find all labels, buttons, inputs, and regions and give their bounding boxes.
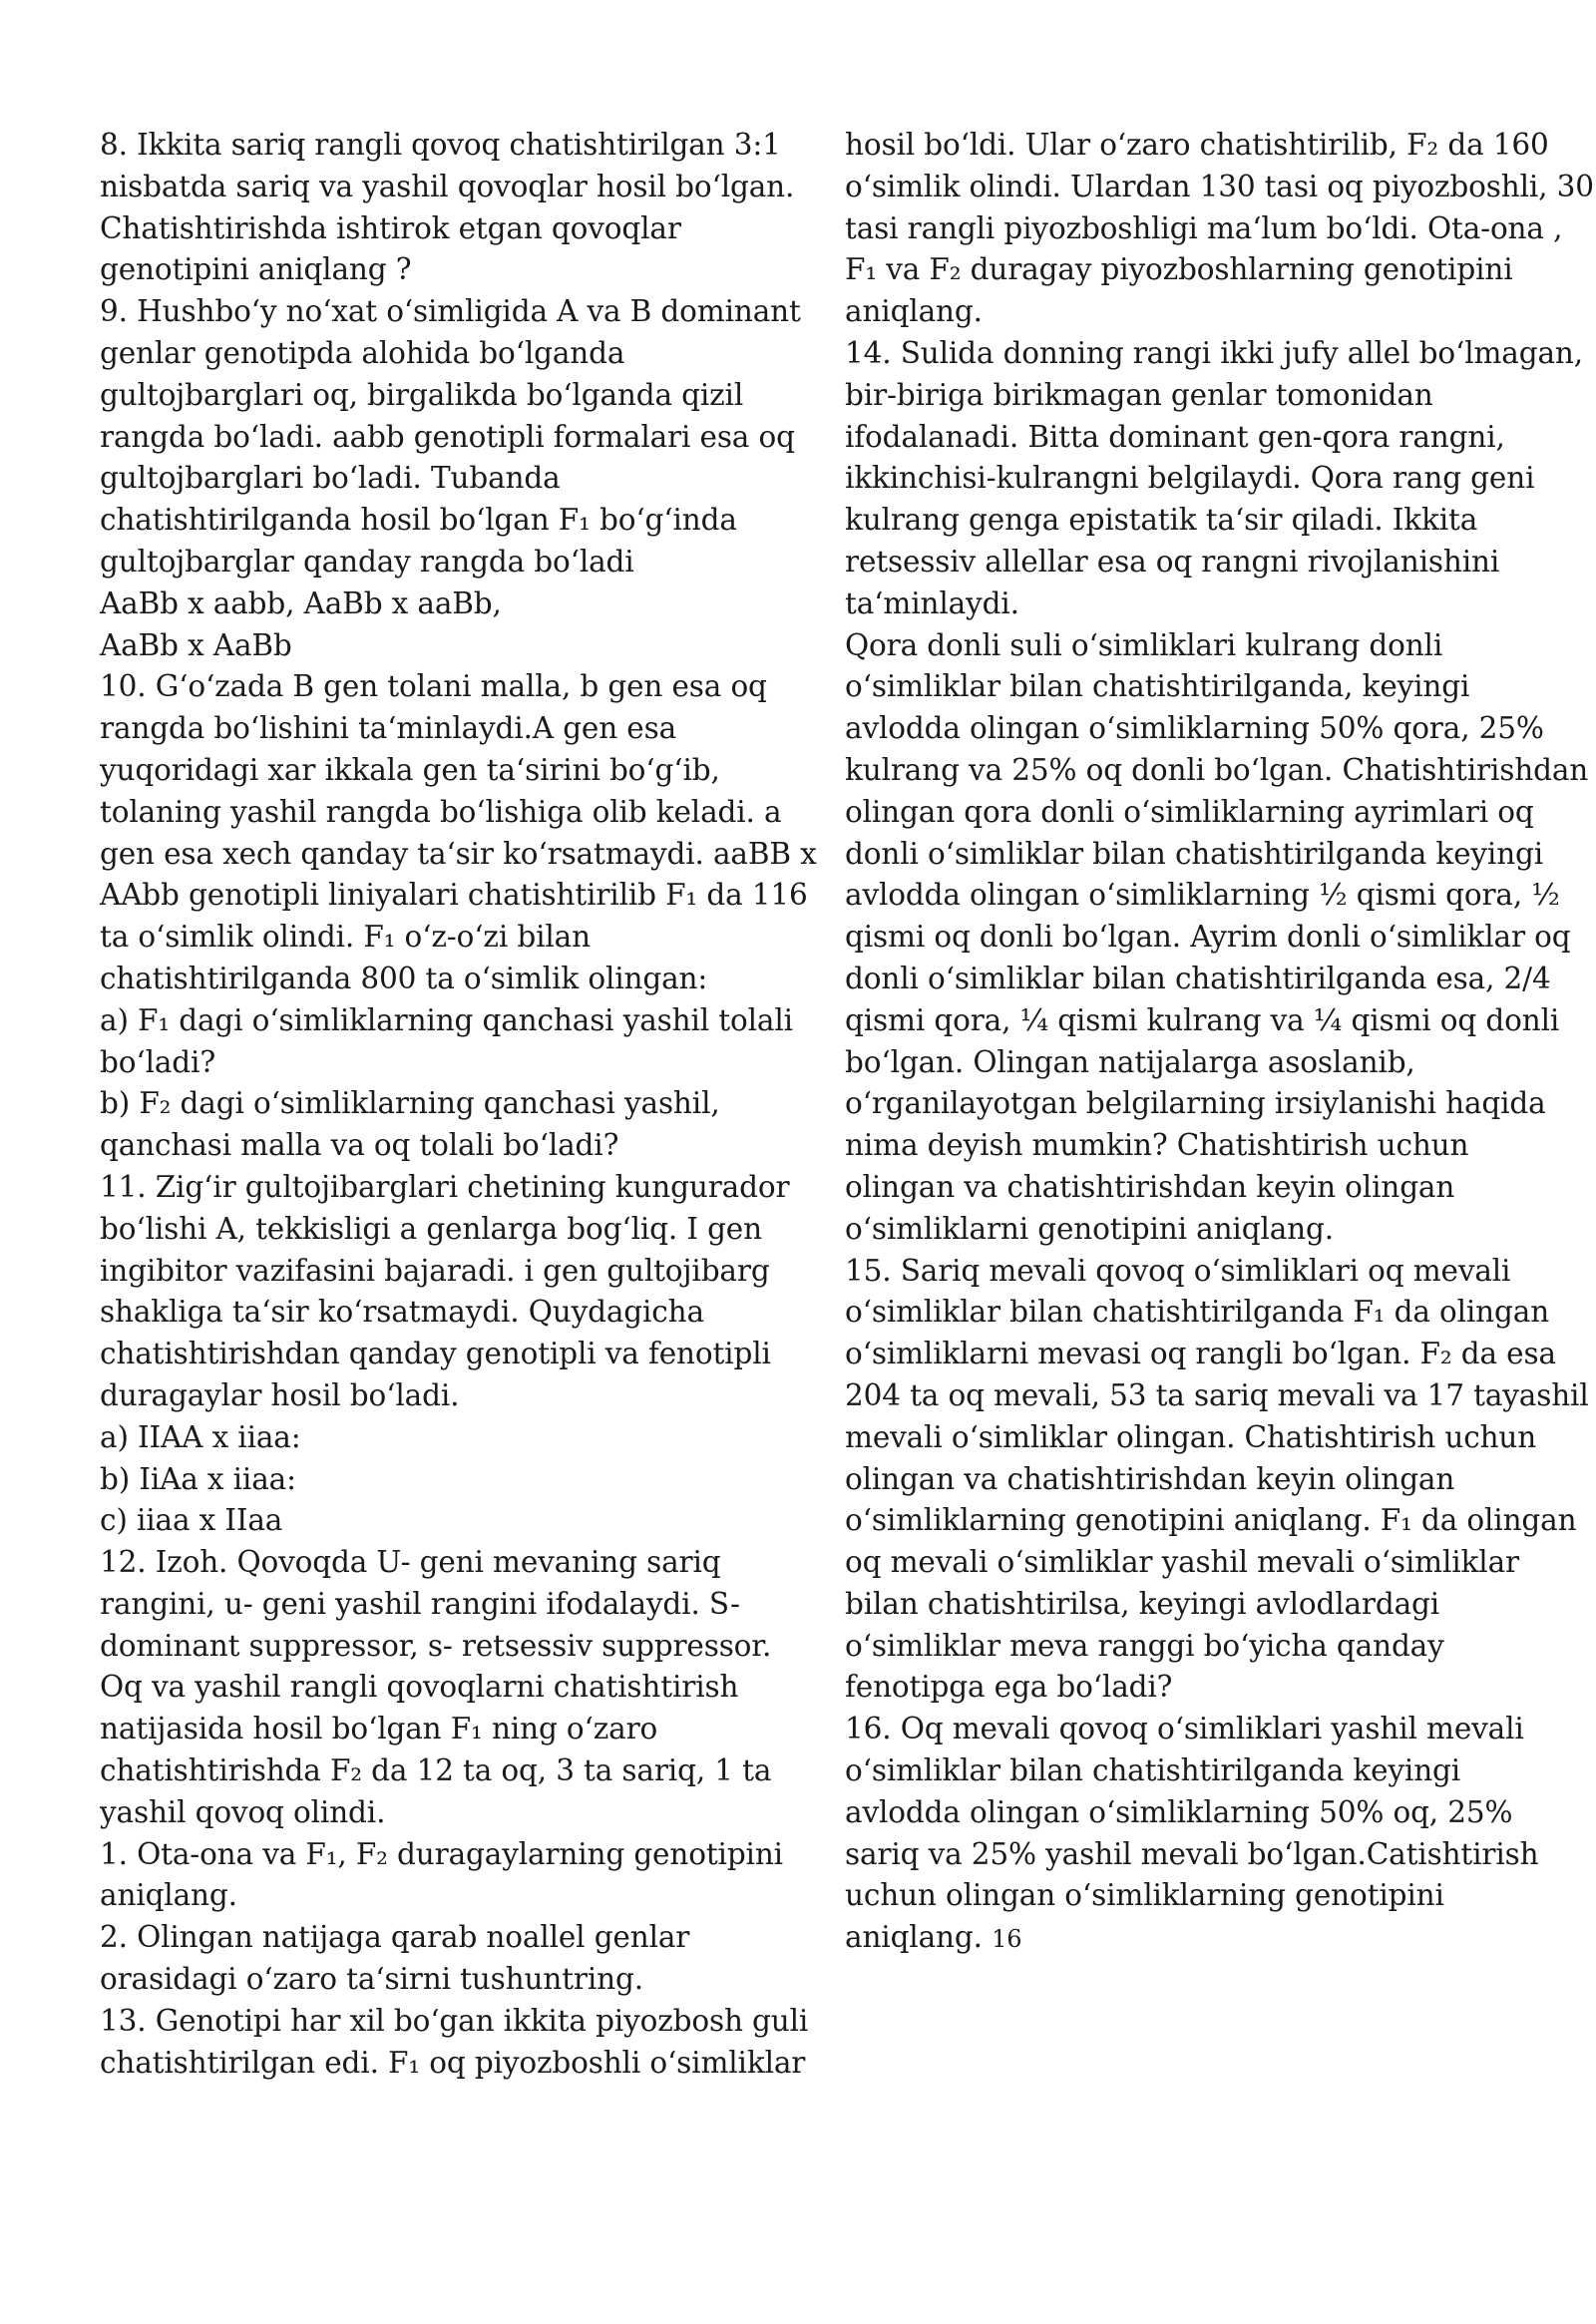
text-line: ta‘minlaydi. [845, 585, 1019, 620]
text-line: o‘simliklarni mevasi oq rangli bo‘lgan. F₂ da esa [845, 1337, 1556, 1371]
text-line: donli o‘simliklar bilan chatishtirilganda keyingi [845, 836, 1544, 871]
text-line: tasi rangli piyozboshligi ma‘lum bo‘ldi. Ota-ona , [845, 210, 1563, 245]
text-line: avlodda olingan o‘simliklarning 50% oq, 25% [845, 1794, 1513, 1829]
text-line: 204 ta oq mevali, 53 ta sariq mevali va 17 tayashil [845, 1377, 1589, 1412]
text-line: qanchasi malla va oq tolali bo‘ladi? [100, 1128, 619, 1163]
text-line: fenotipga ega bo‘ladi? [845, 1670, 1173, 1705]
text-line: retsessiv allellar esa oq rangni rivojlanishini [845, 544, 1500, 579]
text-line: genlar genotipda alohida bo‘lganda [100, 335, 625, 370]
text-line: chatishtirishda F₂ da 12 ta oq, 3 ta sariq, 1 ta [100, 1753, 772, 1788]
page-number: 16 [992, 1925, 1022, 1954]
text-line: 2. Olingan natijaga qarab noallel genlar [100, 1920, 690, 1955]
text-line: qismi oq donli bo‘lgan. Ayrim donli o‘simliklar oq [845, 920, 1571, 955]
text-line: chatishtirilganda 800 ta o‘simlik olingan: [100, 961, 708, 995]
text-line: 10. G‘o‘zada B gen tolani malla, b gen esa oq [100, 669, 767, 704]
text-line: yashil qovoq olindi. [100, 1794, 386, 1829]
text-line: 9. Hushbo‘y no‘xat o‘simligida A va B dominant [100, 294, 801, 329]
text-line: chatishtirilgan edi. F₁ oq piyozboshli o‘simliklar [100, 2045, 806, 2080]
text-line: gultojbarglari oq, birgalikda bo‘lganda qizil [100, 377, 744, 412]
text-line: o‘simlik olindi. Ulardan 130 tasi oq piyozboshli, 30 [845, 169, 1594, 203]
text-line: yuqoridagi xar ikkala gen ta‘sirini bo‘g‘ib, [100, 752, 720, 787]
text-line: gen esa xech qanday ta‘sir ko‘rsatmaydi. aaBB x [100, 836, 817, 871]
text-line: aniqlang. [845, 294, 983, 329]
text-line: o‘simliklarni genotipini aniqlang. [845, 1211, 1334, 1246]
text-line: o‘simliklarning genotipini aniqlang. F₁ da olingan [845, 1503, 1577, 1538]
text-line: b) F₂ dagi o‘simliklarning qanchasi yashil, [100, 1086, 720, 1121]
text-line: rangda bo‘ladi. aabb genotipli formalari esa oq [100, 419, 795, 454]
right-text-column [845, 125, 1594, 1961]
text-line: o‘rganilayotgan belgilarning irsiylanishi haqida [845, 1086, 1546, 1121]
text-line: orasidagi o‘zaro ta‘sirni tushuntring. [100, 1962, 643, 1997]
text-line: o‘simliklar bilan chatishtirilganda F₁ da olingan [845, 1295, 1550, 1330]
text-line: 15. Sariq mevali qovoq o‘simliklari oq mevali [845, 1253, 1511, 1288]
text-line: kulrang genga epistatik ta‘sir qiladi. Ikkita [845, 503, 1478, 538]
text-line: b) IiAa x iiaa: [100, 1461, 296, 1496]
text-line: sariq va 25% yashil mevali bo‘lgan.Catishtirish [845, 1836, 1539, 1871]
text-line: o‘simliklar bilan chatishtirilganda, keyingi [845, 669, 1470, 704]
text-line: nisbatda sariq va yashil qovoqlar hosil bo‘lgan. [100, 169, 795, 203]
text-line: oq mevali o‘simliklar yashil mevali o‘simliklar [845, 1545, 1519, 1580]
text-line: 11. Zig‘ir gultojibarglari chetining kungurador [100, 1169, 790, 1204]
text-line: 14. Sulida donning rangi ikki jufy allel bo‘lmagan, [845, 335, 1583, 370]
text-line: gultojbarglari bo‘ladi. Tubanda [100, 461, 561, 496]
text-line: natijasida hosil bo‘lgan F₁ ning o‘zaro [100, 1712, 658, 1746]
text-line: mevali o‘simliklar olingan. Chatishtirish uchun [845, 1419, 1537, 1454]
text-line: a) F₁ dagi o‘simliklarning qanchasi yashil tolali [100, 1002, 793, 1037]
left-text-column [100, 125, 817, 2084]
text-line: aniqlang. [100, 1878, 237, 1913]
text-line: olingan qora donli o‘simliklarning ayrimlari oq [845, 794, 1534, 829]
text-line: dominant suppressor, s- retsessiv suppressor. [100, 1628, 772, 1663]
text-line: donli o‘simliklar bilan chatishtirilganda esa, 2/4 [845, 961, 1551, 995]
text-line: 13. Genotipi har xil bo‘gan ikkita piyozbosh guli [100, 2003, 809, 2038]
text-line: tolaning yashil rangda bo‘lishiga olib keladi. a [100, 794, 782, 829]
text-line: avlodda olingan o‘simliklarning ½ qismi qora, ½ [845, 878, 1560, 913]
text-line: o‘simliklar bilan chatishtirilganda keyingi [845, 1753, 1461, 1788]
text-line: ingibitor vazifasini bajaradi. i gen gultojibarg [100, 1253, 770, 1288]
text-line: duragaylar hosil bo‘ladi. [100, 1377, 460, 1412]
text-line: a) IIAA x iiaa: [100, 1419, 301, 1454]
text-line: AaBb x aabb, AaBb x aaBb, [100, 585, 502, 620]
text-line: ifodalanadi. Bitta dominant gen-qora rangni, [845, 419, 1505, 454]
text-line: 12. Izoh. Qovoqda U- geni mevaning sariq [100, 1545, 721, 1580]
text-line: olingan va chatishtirishdan keyin olingan [845, 1461, 1455, 1496]
text-line: bo‘lishi A, tekkisligi a genlarga bog‘liq. I gen [100, 1211, 762, 1246]
text-line: o‘simliklar meva ranggi bo‘yicha qanday [845, 1628, 1444, 1663]
text-line: ikkinchisi-kulrangni belgilaydi. Qora rang geni [845, 461, 1535, 496]
text-line: gultojbarglar qanday rangda bo‘ladi [100, 544, 634, 579]
text-line: chatishtirishdan qanday genotipli va fenotipli [100, 1337, 771, 1371]
text-line: F₁ va F₂ duragay piyozboshlarning genotipini [845, 252, 1513, 287]
text-line: 8. Ikkita sariq rangli qovoq chatishtirilgan 3:1 [100, 128, 781, 162]
text-line: AaBb x AaBb [100, 627, 292, 662]
text-line: qismi qora, ¼ qismi kulrang va ¼ qismi oq donli [845, 1002, 1560, 1037]
text-line: genotipini aniqlang ? [100, 252, 412, 287]
text-line: olingan va chatishtirishdan keyin olingan [845, 1169, 1455, 1204]
text-line: AAbb genotipli liniyalari chatishtirilib F₁ da 116 [100, 878, 808, 913]
text-line: 16. Oq mevali qovoq o‘simliklari yashil mevali [845, 1712, 1524, 1746]
text-line: rangda bo‘lishini ta‘minlaydi.A gen esa [100, 711, 677, 746]
text-line: uchun olingan o‘simliklarning genotipini [845, 1878, 1444, 1913]
text-line: chatishtirilganda hosil bo‘lgan F₁ bo‘g‘inda [100, 503, 737, 538]
text-line: Oq va yashil rangli qovoqlarni chatishtirish [100, 1670, 739, 1705]
text-line: bir-biriga birikmagan genlar tomonidan [845, 377, 1433, 412]
text-line: 1. Ota-ona va F₁, F₂ duragaylarning genotipini [100, 1836, 783, 1871]
text-line: bo‘lgan. Olingan natijalarga asoslanib, [845, 1044, 1415, 1079]
text-line: avlodda olingan o‘simliklarning 50% qora, 25% [845, 711, 1544, 746]
text-line: nima deyish mumkin? Chatishtirish uchun [845, 1128, 1469, 1163]
text-line: bo‘ladi? [100, 1044, 215, 1079]
text-line: shakliga ta‘sir ko‘rsatmaydi. Quydagicha [100, 1295, 704, 1330]
text-line: kulrang va 25% oq donli bo‘lgan. Chatishtirishdan [845, 752, 1589, 787]
text-line: hosil bo‘ldi. Ular o‘zaro chatishtirilib, F₂ da 160 [845, 128, 1549, 162]
text-line: c) iiaa x IIaa [100, 1503, 283, 1538]
text-line: ta o‘simlik olindi. F₁ o‘z-o‘zi bilan [100, 920, 591, 955]
text-line: Chatishtirishda ishtirok etgan qovoqlar [100, 210, 681, 245]
text-line: bilan chatishtirilsa, keyingi avlodlardagi [845, 1586, 1440, 1621]
text-line: rangini, u- geni yashil rangini ifodalaydi. S- [100, 1586, 740, 1621]
text-line: aniqlang. 16 [845, 1920, 1022, 1955]
text-line: Qora donli suli o‘simliklari kulrang donli [845, 627, 1443, 662]
